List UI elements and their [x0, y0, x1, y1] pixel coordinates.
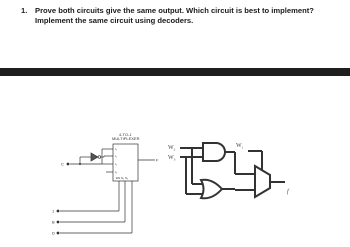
mux-input-d: D	[52, 230, 55, 236]
mux-title-line-2: MULTIPLEXER	[112, 136, 140, 141]
multiplexer-dots	[57, 163, 81, 235]
black-divider-bar	[0, 68, 350, 76]
mux-enable-select: EN S₁ S₀	[116, 176, 129, 180]
question-text	[21, 6, 341, 26]
question-line-1: Prove both circuits give the same output. Which circuit is best to implement?	[35, 6, 314, 15]
gate-circuit	[180, 143, 285, 198]
mux-input-i2: I₂	[115, 162, 117, 166]
mux-input-1: 1	[52, 208, 55, 214]
multiplexer-circuit	[60, 144, 155, 233]
inverter-gate	[91, 153, 98, 161]
mux-output-f: F	[156, 157, 159, 163]
question-line-2: Implement the same circuit using decoders.	[35, 16, 194, 25]
gate-input-w2: $W_2$	[168, 145, 176, 152]
mux-input-i3: I₃	[115, 170, 118, 174]
gate-input-w1: $W_1$	[236, 143, 244, 150]
gate-output-f: f	[287, 189, 289, 195]
mux-input-c: C	[61, 161, 64, 167]
gate-input-w3: $W_3$	[168, 155, 176, 162]
mux-input-i0: I₀	[115, 147, 118, 151]
or-gate	[201, 180, 222, 199]
circuit-diagrams	[0, 76, 350, 247]
question-number: 1.	[21, 6, 28, 15]
output-gate	[255, 166, 270, 197]
mux-input-b: B	[52, 219, 55, 225]
mux-title-line-1: 4-TO-1	[119, 132, 132, 137]
mux-input-i1: I₁	[115, 154, 117, 158]
and-gate	[203, 143, 225, 161]
